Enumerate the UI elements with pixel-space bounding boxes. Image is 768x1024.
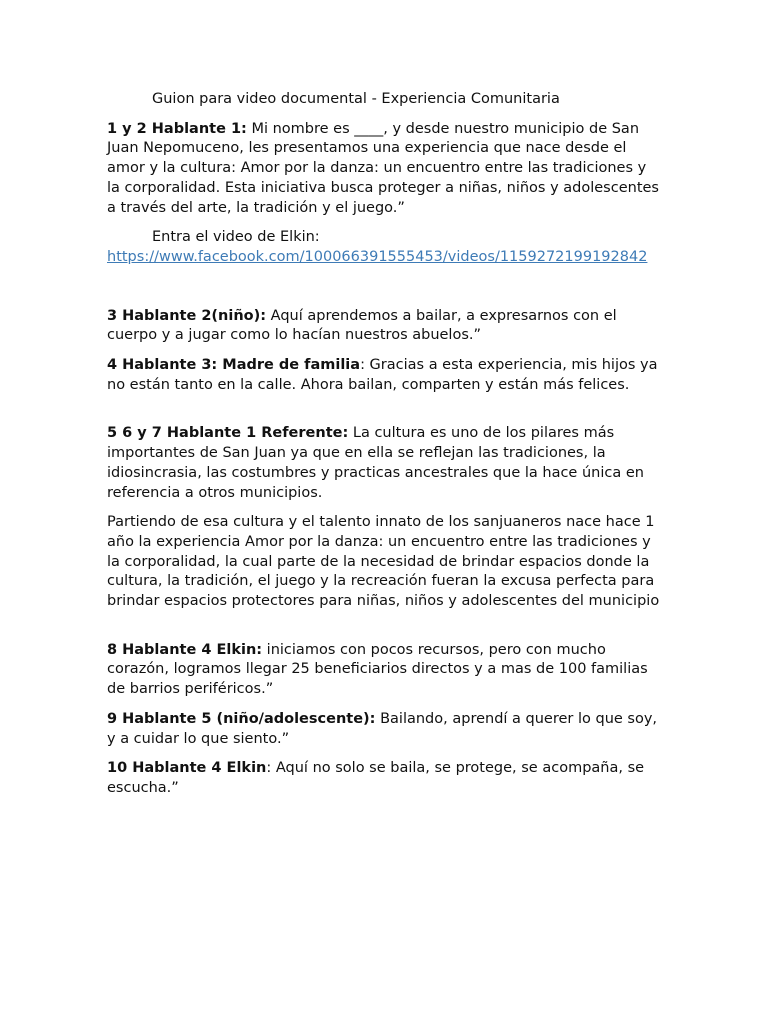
speaker-label: 9 Hablante 5 (niño/adolescente):	[107, 710, 376, 727]
speaker-label: 5 6 y 7 Hablante 1 Referente:	[107, 425, 349, 442]
paragraph-text: Mi nombre es ____, y desde nuestro municipio de San Juan Nepomuceno, les presentamos una experiencia que nace desde el amor y la cultura: Amor por la danza: un encuentro entre las tradiciones y la corporalidad. Esta iniciativa busca proteger a niñas, niños y adolescentes a través del arte, la tradición y el juego.”	[107, 120, 659, 216]
paragraph-speaker-2	[107, 307, 663, 346]
paragraph-speaker-1	[107, 120, 663, 219]
speaker-label: 1 y 2 Hablante 1:	[107, 120, 247, 137]
document-body	[107, 90, 663, 809]
paragraph-experiencia: Partiendo de esa cultura y el talento innato de los sanjuaneros nace hace 1 año la experiencia Amor por la danza: un encuentro entre las tradiciones y la corporalidad, la cual parte de la necesidad de brindar espacios donde la cultura, la tradición, el juego y la recreación fueran la excusa perfecta para brindar espacios protectores para niñas, niños y adolescentes del municipio	[107, 514, 660, 610]
paragraph-elkin	[107, 641, 663, 700]
paragraph-elkin-closing	[107, 759, 663, 798]
video-link-line	[107, 248, 663, 268]
speaker-label: 10 Hablante 4 Elkin	[107, 760, 267, 777]
paragraph-text: La cultura es uno de los pilares más importantes de San Juan ya que en ella se reflejan las tradiciones, la idiosincrasia, las costumbres y practicas ancestrales que la hace única en referencia a otros municipios.	[107, 425, 644, 501]
video-intro: Entra el video de Elkin:	[152, 229, 320, 246]
paragraph-text: Bailando, aprendí a querer lo que soy, y a cuidar lo que siento.”	[107, 710, 658, 747]
speaker-label: 8 Hablante 4 Elkin:	[107, 641, 263, 658]
speaker-label: 4 Hablante 3: Madre de familia	[107, 357, 361, 374]
paragraph-text: iniciamos con pocos recursos, pero con mucho corazón, logramos llegar 25 beneficiarios directos y a mas de 100 familias de barrios periféricos.”	[107, 641, 648, 698]
paragraph-text: : Aquí no solo se baila, se protege, se acompaña, se escucha.”	[107, 760, 645, 796]
document-title: Guion para video documental - Experiencia Comunitaria	[152, 91, 560, 107]
paragraph-text: Aquí aprendemos a bailar, a expresarnos con el cuerpo y a jugar como lo hacían nuestros abuelos.”	[107, 307, 617, 344]
paragraph-referente	[107, 424, 663, 503]
paragraph-nino-adolescente	[107, 710, 663, 749]
paragraph-speaker-3	[107, 356, 663, 395]
speaker-label: 3 Hablante 2(niño):	[107, 307, 267, 324]
paragraph-text: : Gracias a esta experiencia, mis hijos ya no están tanto en la calle. Ahora bailan, comparten y están más felices.	[107, 357, 658, 393]
video-link[interactable]: https://www.facebook.com/100066391555453/videos/1159272199192842	[107, 248, 648, 265]
